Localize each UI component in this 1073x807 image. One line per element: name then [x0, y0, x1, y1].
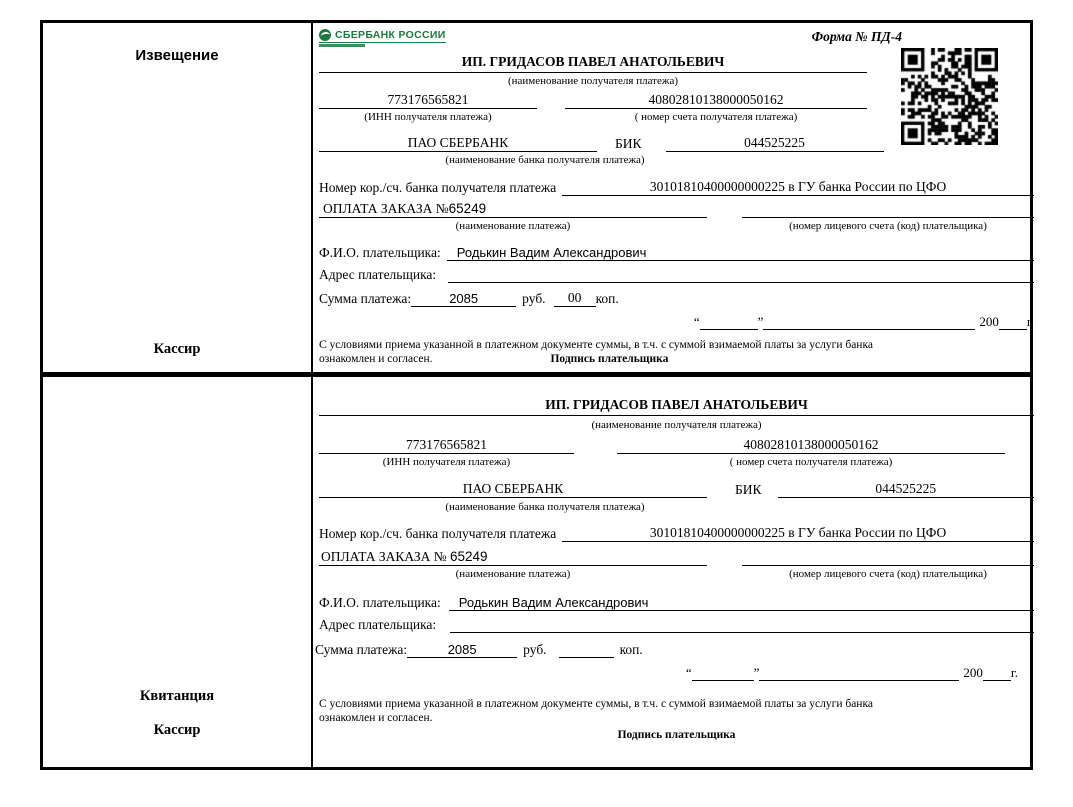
- personal-account-field: [742, 545, 1034, 566]
- korr-account-field: 30101810400000000225 в ГУ банка России по ЦФО: [562, 179, 1034, 196]
- payer-signature-label: Подпись плательщика: [550, 353, 669, 365]
- bank-name-caption: (наименование банка получателя платежа): [445, 501, 645, 513]
- personal-account-caption: (номер лицевого счета (код) плательщика): [789, 568, 987, 580]
- qr-code: [901, 48, 998, 145]
- year-suffix: г.: [1010, 665, 1018, 680]
- bik-field: 044525225: [666, 135, 884, 152]
- inn-caption: (ИНН получателя платежа): [382, 456, 511, 468]
- rub-label: руб.: [522, 291, 546, 306]
- agreement-line1: С условиями приема указанной в платежном документе суммы, в т.ч. с суммой взимаемой платы за услуги банка: [319, 339, 873, 351]
- sum-rub-field: 2085: [411, 291, 516, 307]
- quote-close: ”: [753, 665, 760, 680]
- order-number: 65249: [448, 201, 487, 216]
- inn-caption: (ИНН получателя платежа): [364, 111, 492, 123]
- cashier-label: Кассир: [153, 722, 201, 738]
- kop-label: коп.: [595, 291, 619, 306]
- payer-fio-label: Ф.И.О. плательщика:: [319, 245, 441, 260]
- korr-account-field: 30101810400000000225 в ГУ банка России по ЦФО: [562, 525, 1034, 542]
- year-field: [983, 660, 1011, 681]
- cashier-label: Кассир: [153, 341, 201, 357]
- date-month-field: [759, 660, 959, 681]
- notice-left-column: [43, 23, 313, 372]
- payment-name-field: ОПЛАТА ЗАКАЗА №65249: [319, 201, 707, 218]
- payer-fio-label: Ф.И.О. плательщика:: [319, 595, 441, 610]
- kop-label: коп.: [619, 642, 643, 657]
- sum-rub-field: 2085: [407, 642, 517, 658]
- recipient-title: ИП. ГРИДАСОВ ПАВЕЛ АНАТОЛЬЕВИЧ: [319, 397, 1034, 416]
- sum-label: Сумма платежа:: [315, 642, 408, 657]
- account-field: 40802810138000050162: [617, 437, 1005, 454]
- bik-field: 044525225: [778, 481, 1034, 498]
- payment-name-caption: (наименование платежа): [455, 220, 571, 232]
- payer-fio-field: Родькин Вадим Александрович: [449, 595, 1034, 611]
- sum-label: Сумма платежа:: [319, 291, 412, 306]
- form-number-label: Форма № ПД-4: [811, 29, 902, 44]
- korr-account-label: Номер кор./сч. банка получателя платежа: [319, 526, 557, 541]
- receipt-section: [40, 374, 1033, 770]
- notice-body: [313, 23, 1037, 372]
- personal-account-field: [742, 198, 1034, 218]
- inn-field: 773176565821: [319, 92, 537, 109]
- payer-address-label: Адрес плательщика:: [319, 267, 437, 282]
- payer-address-field: [448, 264, 1034, 283]
- bank-name-field: ПАО СБЕРБАНК: [319, 481, 707, 498]
- payer-address-label: Адрес плательщика:: [319, 617, 437, 632]
- date-day-field: [692, 660, 754, 681]
- date-month-field: [763, 309, 975, 330]
- agreement-line1: С условиями приема указанной в платежном документе суммы, в т.ч. с суммой взимаемой платы за услуги банка: [319, 698, 873, 710]
- quote-close: ”: [757, 314, 764, 329]
- quote-open: “: [685, 665, 692, 680]
- account-caption: ( номер счета получателя платежа): [729, 456, 893, 468]
- sum-kop-field: 00: [554, 290, 596, 307]
- receipt-label: Квитанция: [139, 688, 215, 704]
- rub-label: руб.: [523, 642, 547, 657]
- order-number: 65249: [450, 549, 488, 564]
- recipient-name-caption: (наименование получателя платежа): [507, 75, 679, 87]
- sberbank-logo: [319, 27, 446, 47]
- bik-caption: БИК: [615, 136, 642, 151]
- agreement-line2: ознакомлен и согласен.: [319, 712, 433, 724]
- sberbank-tagline-bar: [319, 44, 365, 47]
- payer-address-field: [450, 614, 1034, 633]
- account-field: 40802810138000050162: [565, 92, 867, 109]
- payer-fio-field: Родькин Вадим Александрович: [447, 245, 1034, 261]
- quote-open: “: [693, 314, 700, 329]
- date-day-field: [700, 309, 758, 330]
- year-suffix: г.: [1026, 314, 1034, 329]
- inn-field: 773176565821: [319, 437, 574, 454]
- personal-account-caption: (номер лицевого счета (код) плательщика): [789, 220, 987, 232]
- sum-kop-field: [559, 637, 614, 658]
- notice-section: [40, 20, 1033, 375]
- recipient-title: ИП. ГРИДАСОВ ПАВЕЛ АНАТОЛЬЕВИЧ: [319, 54, 867, 73]
- receipt-body: [313, 377, 1037, 767]
- recipient-name-caption: (наименование получателя платежа): [591, 419, 762, 431]
- bik-caption: БИК: [735, 482, 762, 497]
- payment-name-field: ОПЛАТА ЗАКАЗА № 65249: [319, 549, 707, 566]
- payer-signature-label: Подпись плательщика: [617, 729, 736, 741]
- account-caption: ( номер счета получателя платежа): [634, 111, 798, 123]
- sberbank-disc-icon: [319, 29, 331, 41]
- notice-label: Извещение: [135, 47, 219, 64]
- agreement-line2: ознакомлен и согласен.: [319, 353, 433, 365]
- payment-name-caption: (наименование платежа): [455, 568, 571, 580]
- receipt-left-column: [43, 377, 313, 767]
- year-prefix: 200: [979, 314, 999, 329]
- bank-name-caption: (наименование банка получателя платежа): [445, 154, 645, 166]
- year-field: [999, 309, 1027, 330]
- year-prefix: 200: [963, 665, 983, 680]
- korr-account-label: Номер кор./сч. банка получателя платежа: [319, 180, 557, 195]
- bank-name-field: ПАО СБЕРБАНК: [319, 135, 597, 152]
- sberbank-logo-text: СБЕРБАНК РОССИИ: [335, 29, 446, 41]
